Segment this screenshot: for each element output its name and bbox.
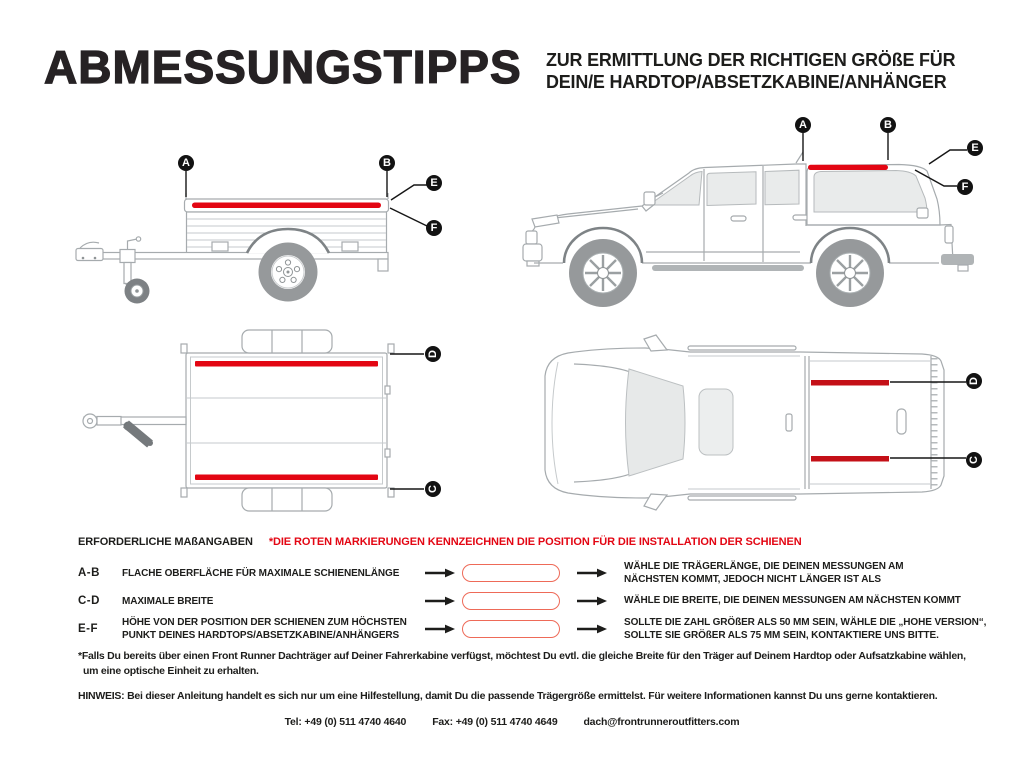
arrow-right-icon [425,568,455,578]
measurement-key: A-B [78,567,100,579]
truck-front-wheel [569,239,637,307]
label-circle-a-trailer [178,155,194,171]
bed-rail-marking-left [811,380,889,386]
contact-fax: Fax: +49 (0) 511 4740 4649 [432,716,558,728]
label-circle-d-truck-top [966,373,982,389]
trailer-top-view-drawing [83,330,424,511]
label-letter: F [961,181,969,193]
label-circle-e-truck [967,140,983,156]
measurement-key: E-F [78,623,99,635]
measurement-value-box-cd[interactable] [462,592,560,610]
truck-top-view-drawing [545,335,966,510]
measurement-row-ef [78,610,1004,648]
measurement-description: HÖHE VON DER POSITION DER SCHIENEN ZUM HÖCHSTEN PUNKT DEINES HARDTOPS/ABSETZKABINE/ANHÄNGERS [122,617,407,641]
hinweis-note: HINWEIS: Bei dieser Anleitung handelt es sich nur um eine Hilfestellung, damit Du die passende Trägergröße ermittelst. Für weitere Informationen kannst Du uns gerne kontaktieren. [78,690,938,702]
label-letter: A [182,157,190,169]
subtitle-line-1: ZUR ERMITTLUNG DER RICHTIGEN GRÖßE FÜR [546,49,956,70]
label-letter: D [426,350,439,358]
arrow-right-icon [425,624,455,634]
trailer-wheel [259,243,318,302]
trailer-top-rail-marking-right [195,475,378,481]
label-circle-e-trailer [426,175,442,191]
measurement-instruction: WÄHLE DIE TRÄGERLÄNGE, DIE DEINEN MESSUNGEN AM NÄCHSTEN KOMMT, JEDOCH NICHT LÄNGER IST ALS [624,560,904,585]
measurement-instruction: SOLLTE DIE ZAHL GRÖßER ALS 50 MM SEIN, WÄHLE DIE „HOHE VERSION“, SOLLTE SIE GRÖßER ALS 75 MM SEIN, KONTAKTIERE UNS BITTE. [624,616,987,641]
measurement-instruction: WÄHLE DIE BREITE, DIE DEINEN MESSUNGEN AM NÄCHSTEN KOMMT [624,595,961,607]
trailer-side-view-drawing [76,171,427,304]
trailer-top-rail-marking-left [195,361,378,367]
label-letter: D [967,377,980,385]
arrow-right-icon [577,568,607,578]
label-circle-b-truck [880,117,896,133]
bed-rail-marking-right [811,456,889,462]
footnote [78,649,966,679]
label-letter: E [971,142,979,154]
truck-side-view-drawing [523,133,974,307]
subtitle-line-2: DEIN/E HARDTOP/ABSETZKABINE/ANHÄNGER [546,70,947,92]
measurement-value-box-ef[interactable] [462,620,560,638]
label-circle-d-trailer-top [425,346,441,362]
contact-email[interactable]: dach@frontrunneroutfitters.com [583,716,740,728]
measurement-key: C-D [78,595,100,607]
label-letter: C [426,485,439,493]
page-title: ABMESSUNGSTIPPS [44,41,522,93]
label-circle-c-trailer-top [425,481,441,497]
sunroof [699,389,733,455]
label-letter: A [799,119,807,131]
label-letter: B [383,157,391,169]
footnote-line-1: *Falls Du bereits über einen Front Runner Dachträger auf Deiner Fahrerkabine verfügst, möchtest Du evtl. die gleiche Breite für den Träger auf Deinem Hardtop oder Aufsatzkabine wählen, [78,650,966,662]
trailer-rail-marking [192,203,381,209]
measurements-heading: ERFORDERLICHE MAßANGABEN [78,536,253,548]
windshield [626,369,686,476]
red-markings-note: *DIE ROTEN MARKIERUNGEN KENNZEICHNEN DIE POSITION FÜR DIE INSTALLATION DER SCHIENEN [268,536,802,548]
measurement-description: MAXIMALE BREITE [122,595,214,607]
footnote-line-2: um eine optische Einheit zu erhalten. [83,665,259,677]
measurements-heading-row [78,536,802,548]
label-letter: E [430,177,438,189]
label-letter: F [430,222,438,234]
page-subtitle [546,49,955,92]
arrow-right-icon [577,596,607,606]
arrow-right-icon [577,624,607,634]
measurement-value-box-ab[interactable] [462,564,560,582]
measurement-description: FLACHE OBERFLÄCHE FÜR MAXIMALE SCHIENENLÄNGE [122,567,400,579]
contact-row [0,716,1024,728]
canopy-rail-marking [808,165,888,170]
label-circle-b-trailer [379,155,395,171]
label-letter: C [967,456,980,464]
contact-tel: Tel: +49 (0) 511 4740 4640 [284,716,407,728]
label-letter: B [884,119,892,131]
label-circle-c-truck-top [966,452,982,468]
label-circle-f-truck [957,179,973,195]
label-circle-f-trailer [426,220,442,236]
label-circle-a-truck [795,117,811,133]
arrow-right-icon [425,596,455,606]
truck-rear-wheel [816,239,884,307]
measurement-row-ab [78,556,1004,590]
